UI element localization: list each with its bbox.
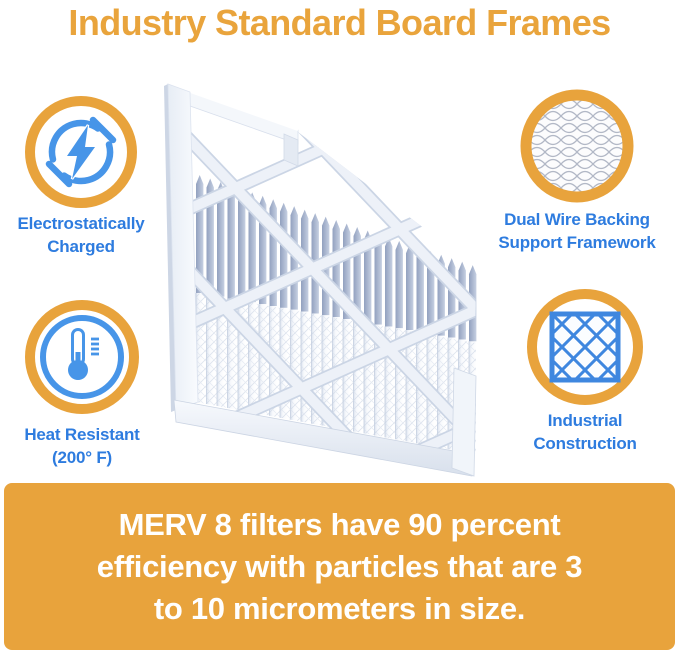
feature-label-line: Construction (533, 434, 637, 453)
feature-label-line: Electrostatically (17, 214, 145, 233)
feature-label-line: (200° F) (52, 448, 112, 467)
banner-line: MERV 8 filters have 90 percent (118, 506, 561, 542)
wire-mesh-icon (517, 86, 637, 206)
merv-banner (4, 483, 675, 650)
air-filter-illustration (160, 72, 505, 482)
lightning-icon (21, 92, 141, 212)
filter-left-board (164, 84, 198, 412)
banner-line: to 10 micrometers in size. (153, 590, 526, 626)
feature-label-line: Heat Resistant (24, 425, 140, 444)
feature-label-line: Dual Wire Backing (504, 210, 650, 229)
feature-label-line: Charged (47, 237, 115, 256)
air-filter-render (160, 72, 505, 482)
thermometer-icon (22, 297, 142, 417)
feature-label-line: Industrial (547, 411, 623, 430)
banner-line: efficiency with particles that are 3 (96, 548, 583, 584)
feature-label-line: Support Framework (498, 233, 656, 252)
page-title: Industry Standard Board Frames (68, 2, 611, 43)
lattice-grid-icon (525, 287, 645, 407)
filter-right-board (452, 368, 476, 476)
